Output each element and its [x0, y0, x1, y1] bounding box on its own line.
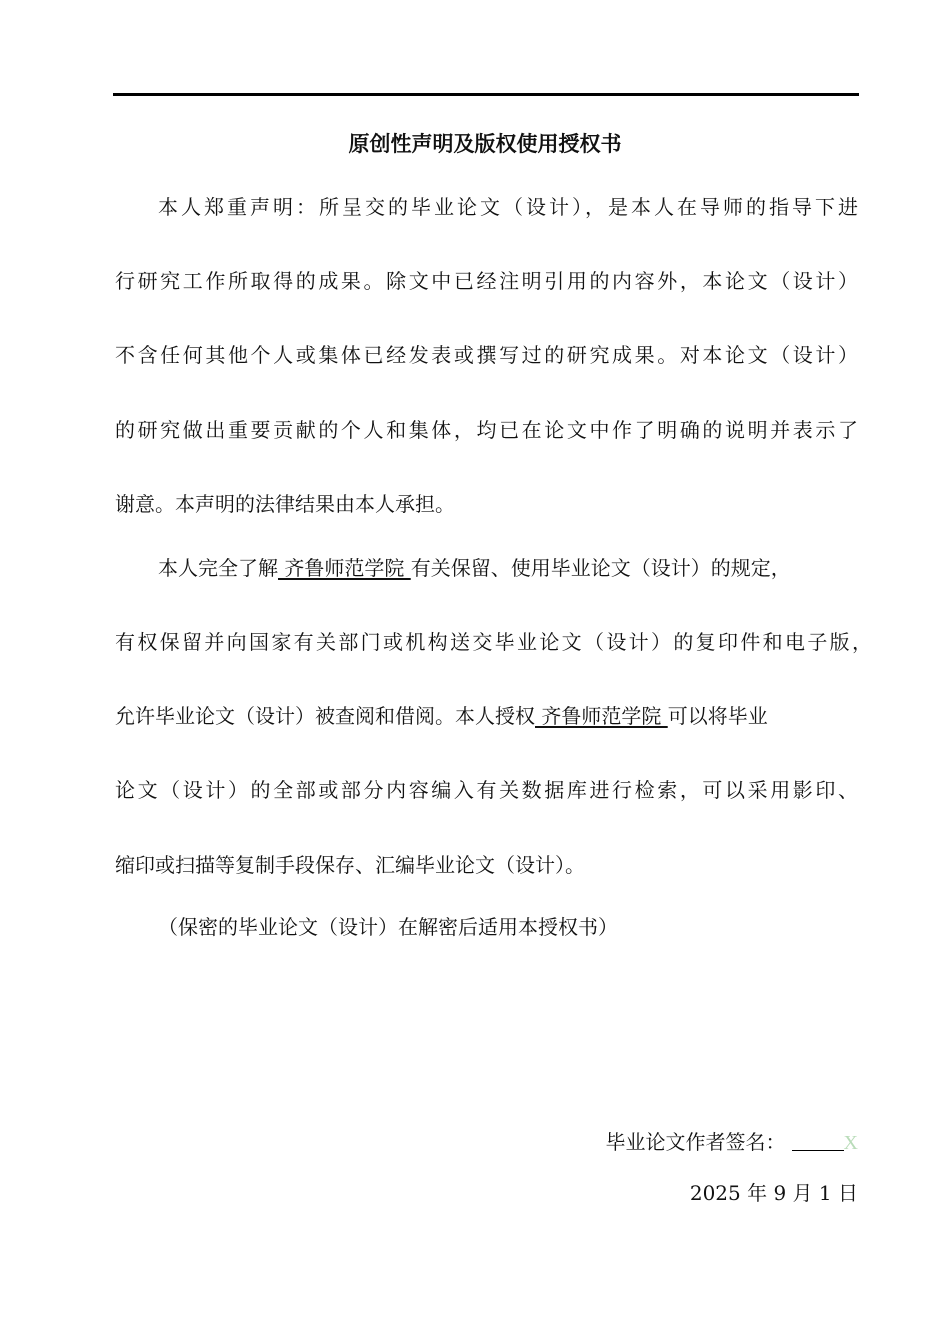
text: 允许毕业论文（设计）被查阅和借阅。本人授权 — [115, 704, 535, 728]
header-rule — [113, 93, 859, 96]
paragraph-line: 谢意。本声明的法律结果由本人承担。 — [115, 492, 455, 516]
text: 可以将毕业 — [667, 704, 768, 728]
paragraph-line: 的研究做出重要贡献的个人和集体，均已在论文中作了明确的说明并表示了 — [115, 418, 858, 442]
paragraph-line: 不含任何其他个人或集体已经发表或撰写过的研究成果。对本论文（设计） — [115, 343, 858, 367]
paragraph-line: 本人郑重声明：所呈交的毕业论文（设计），是本人在导师的指导下进 — [158, 195, 858, 219]
signature-value: X — [843, 1132, 858, 1154]
paragraph-line — [158, 554, 873, 582]
paragraph-line: 有权保留并向国家有关部门或机构送交毕业论文（设计）的复印件和电子版， — [115, 630, 872, 654]
confidential-note: （保密的毕业论文（设计）在解密后适用本授权书） — [158, 915, 618, 939]
signature-label: 毕业论文作者签名： — [605, 1130, 786, 1154]
page-title: 原创性声明及版权使用授权书 — [348, 132, 622, 156]
text: 本人完全了解 — [158, 556, 278, 580]
paragraph-line: 行研究工作所取得的成果。除文中已经注明引用的内容外，本论文（设计） — [115, 269, 858, 293]
institution-name: 齐鲁师范学院 — [535, 704, 668, 728]
signature-blank[interactable] — [792, 1132, 844, 1151]
paragraph-line: 缩印或扫描等复制手段保存、汇编毕业论文（设计）。 — [115, 853, 585, 877]
author-signature — [606, 1126, 858, 1155]
signature-date: 2025 年 9 月 1 日 — [689, 1181, 858, 1205]
paragraph-line — [115, 702, 858, 730]
institution-name: 齐鲁师范学院 — [278, 556, 411, 580]
paragraph-line: 论文（设计）的全部或部分内容编入有关数据库进行检索，可以采用影印、 — [115, 778, 858, 802]
text: 有关保留、使用毕业论文（设计）的规定， — [410, 556, 791, 580]
